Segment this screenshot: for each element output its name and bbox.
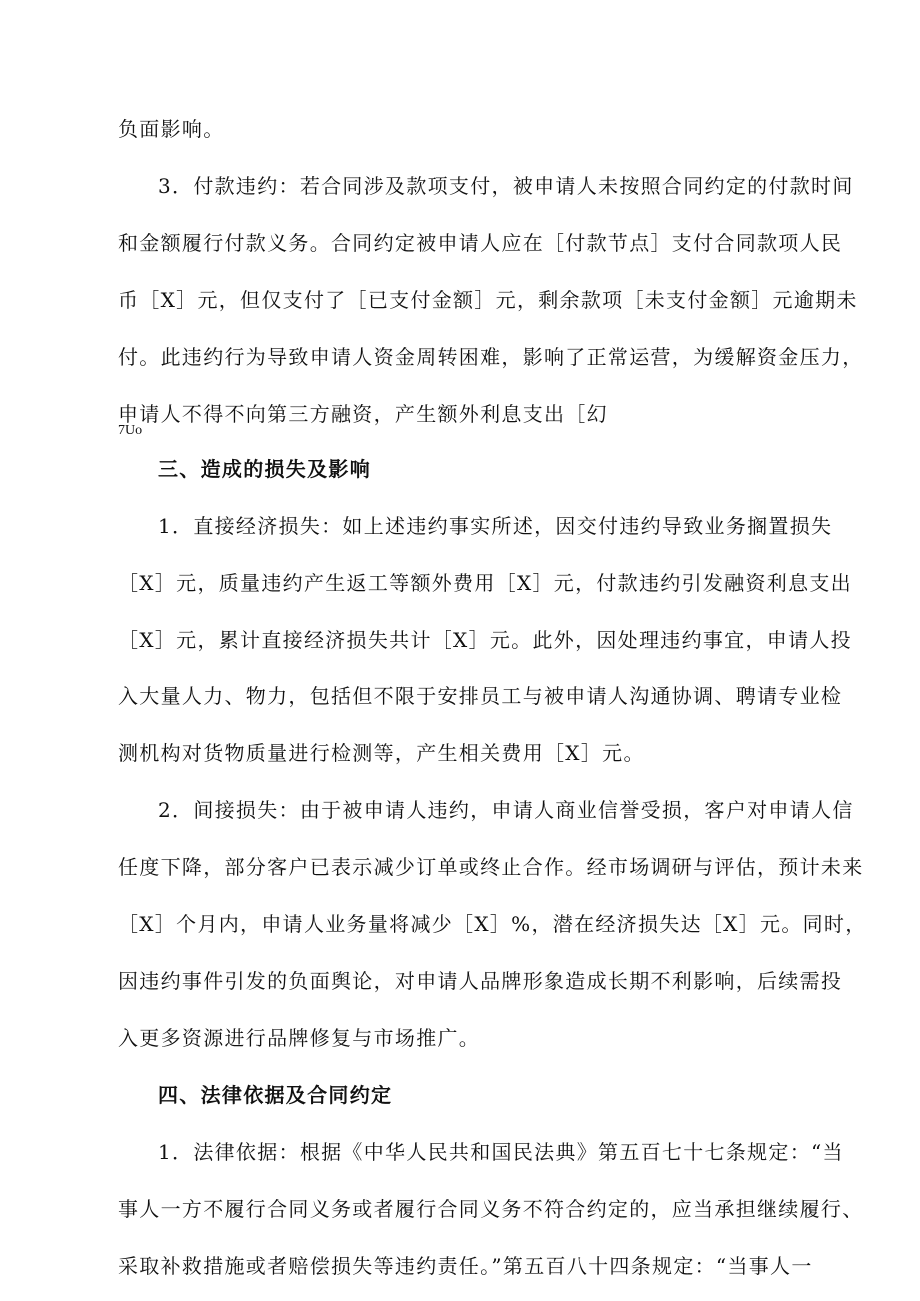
paragraph-line: 采取补救措施或者赔偿损失等违约责任。”第五百八十四条规定：“当事人一 — [118, 1254, 813, 1278]
paragraph-line: 3．付款违约：若合同涉及款项支付，被申请人未按照合同约定的付款时间 — [158, 174, 854, 198]
paragraph-line: 1．法律依据：根据《中华人民共和国民法典》第五百七十七条规定：“当 — [158, 1140, 844, 1164]
paragraph-line: 入大量人力、物力，包括但不限于安排员工与被申请人沟通协调、聘请专业检 — [118, 684, 843, 708]
paragraph-line: 和金额履行付款义务。合同约定被申请人应在［付款节点］支付合同款项人民 — [118, 231, 843, 255]
paragraph-line: 因违约事件引发的负面舆论，对申请人品牌形象造成长期不利影响，后续需投 — [118, 969, 843, 993]
paragraph-line: ［X］元，质量违约产生返工等额外费用［X］元，付款违约引发融资利息支出 — [118, 571, 852, 595]
stray-text: 7Uo — [118, 423, 143, 438]
paragraph-line: 入更多资源进行品牌修复与市场推广。 — [118, 1026, 481, 1050]
paragraph-line: ［X］元，累计直接经济损失共计［X］元。此外，因处理违约事宜，申请人投 — [118, 628, 852, 652]
paragraph-line: 1．直接经济损失：如上述违约事实所述，因交付违约导致业务搁置损失 — [158, 514, 833, 538]
section-heading: 四、法律依据及合同约定 — [158, 1083, 393, 1107]
paragraph-line: 2．间接损失：由于被申请人违约，申请人商业信誉受损，客户对申请人信 — [158, 798, 854, 822]
paragraph-line: 任度下降，部分客户已表示减少订单或终止合作。经市场调研与评估，预计未来 — [118, 855, 864, 879]
paragraph-line: 负面影响。 — [118, 117, 225, 141]
paragraph-line: 付。此违约行为导致申请人资金周转困难，影响了正常运营，为缓解资金压力， — [118, 345, 864, 369]
paragraph-line: 申请人不得不向第三方融资，产生额外利息支出［幻 — [118, 402, 608, 426]
section-heading: 三、造成的损失及影响 — [158, 457, 371, 481]
paragraph-line: 事人一方不履行合同义务或者履行合同义务不符合约定的，应当承担继续履行、 — [118, 1197, 864, 1221]
paragraph-line: 测机构对货物质量进行检测等，产生相关费用［X］元。 — [118, 741, 645, 765]
paragraph-line: ［X］个月内，申请人业务量将减少［X］%，潜在经济损失达［X］元。同时， — [118, 912, 867, 936]
paragraph-line: 币［X］元，但仅支付了［已支付金额］元，剩余款项［未支付金额］元逾期未 — [118, 288, 858, 312]
